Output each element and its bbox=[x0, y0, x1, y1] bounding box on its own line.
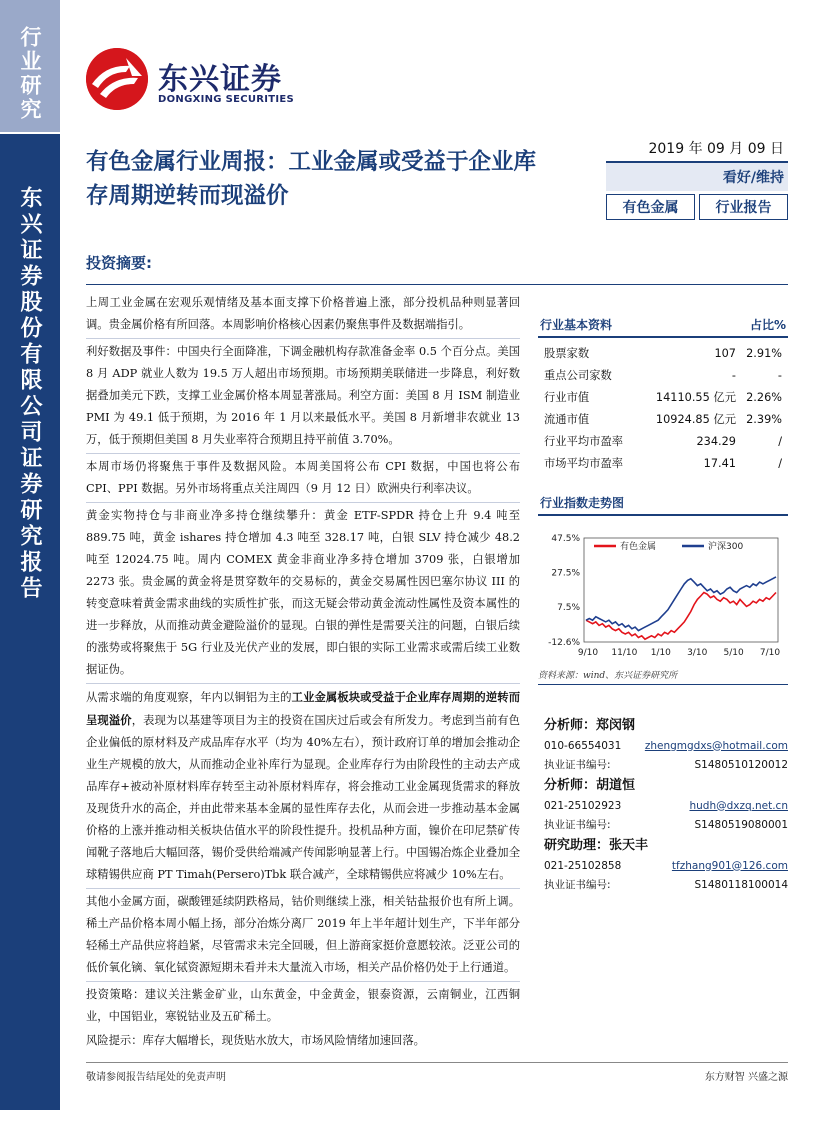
section-divider bbox=[86, 284, 788, 285]
info-value: 17.41 bbox=[703, 456, 736, 470]
logo-chinese-name: 东兴证券 bbox=[158, 62, 282, 97]
footer-disclaimer: 敬请参阅报告结尾处的免责声明 bbox=[86, 1072, 226, 1083]
info-row bbox=[538, 452, 788, 474]
info-value: 14110.55 亿元 bbox=[655, 391, 736, 404]
section-heading: 投资摘要: bbox=[86, 254, 152, 272]
company-logo bbox=[86, 48, 316, 110]
info-row bbox=[538, 408, 788, 430]
info-value: 234.29 bbox=[696, 434, 736, 448]
body-paragraph: 上周工业金属在宏观乐观情绪及基本面支撑下价格普遍上涨，部分投机品种则显著回调。贵金属价格有所回落。本周影响价格核心因素仍聚焦事件及数据端指引。 bbox=[86, 296, 520, 331]
info-value: 10924.85 亿元 bbox=[655, 413, 736, 426]
info-key: 股票家数 bbox=[544, 347, 590, 360]
report-rating: 看好/维持 bbox=[606, 163, 788, 191]
analyst-cert-label: 执业证书编号: bbox=[544, 819, 611, 831]
analyst-block bbox=[544, 774, 788, 834]
analyst-phone: 021-25102858 bbox=[544, 859, 622, 872]
analyst-cert: S1480519080001 bbox=[694, 818, 788, 831]
x-tick-label: 7/10 bbox=[759, 648, 781, 658]
info-pct: 2.26% bbox=[746, 390, 782, 404]
industry-basic-info bbox=[538, 316, 788, 474]
logo-mark-icon bbox=[86, 48, 148, 110]
y-tick-label: 47.5% bbox=[551, 534, 580, 544]
demand-text-highlight: 工业金属板块或受益于企业库存周期的逆转而呈现溢价 bbox=[86, 690, 520, 727]
category-tag: 有色金属 bbox=[606, 194, 695, 220]
side-category-band bbox=[0, 0, 60, 132]
analyst-name: 分析师：胡道恒 bbox=[544, 778, 636, 793]
info-key: 重点公司家数 bbox=[544, 369, 612, 382]
basic-info-title: 行业基本资料 bbox=[540, 318, 613, 332]
category-tag: 行业报告 bbox=[699, 194, 788, 220]
y-tick-label: -12.6% bbox=[548, 638, 580, 648]
analyst-email-link[interactable]: tfzhang901@126.com bbox=[671, 859, 788, 872]
footer-slogan: 东方财智 兴盛之源 bbox=[704, 1072, 788, 1083]
info-key: 行业市值 bbox=[544, 391, 590, 404]
basic-info-header bbox=[538, 316, 788, 338]
analyst-email-link[interactable]: hudh@dxzq.net.cn bbox=[689, 799, 788, 812]
y-tick-label: 27.5% bbox=[551, 568, 580, 579]
x-tick-label: 1/10 bbox=[650, 648, 671, 658]
y-tick-label: 7.5% bbox=[557, 603, 580, 614]
info-pct: / bbox=[778, 434, 782, 448]
info-pct: 2.91% bbox=[746, 346, 782, 360]
series-line-nonferrous bbox=[586, 593, 776, 640]
body-paragraph-demand bbox=[86, 683, 520, 886]
index-chart-panel bbox=[538, 494, 788, 516]
report-body bbox=[86, 292, 520, 1054]
legend-label: 沪深300 bbox=[708, 542, 744, 552]
series-line-csi300 bbox=[586, 577, 776, 631]
analyst-name: 分析师：郑闵钢 bbox=[544, 718, 636, 733]
legend-label: 有色金属 bbox=[620, 542, 657, 552]
analyst-cert: S1480118100014 bbox=[694, 878, 788, 891]
analyst-cert: S1480510120012 bbox=[694, 758, 788, 771]
report-meta bbox=[606, 135, 788, 220]
x-tick-label: 11/10 bbox=[611, 648, 638, 658]
chart-source: 资料来源：wind、东兴证券研究所 bbox=[538, 671, 678, 681]
report-title: 有色金属行业周报：工业金属或受益于企业库存周期逆转而现溢价 bbox=[86, 149, 537, 209]
body-paragraph: 黄金实物持仓与非商业净多持仓继续攀升：黄金 ETF-SPDR 持仓上升 9.4 吨至 889.75 吨，黄金 ishares 持仓增加 4.3 吨至 328.17 吨，白银 SLV 持仓减少 48.2 吨至 12024.75 吨。周内 COMEX 黄金非商业净多持仓增加 3709 张，白银增加 2273 张。贵金属的黄金将是贯穿数年的交易标的，黄金交易属性因巴塞尔协议 III 的转变意味着黄金需求曲线的实质性扩张，而这无疑会带动黄金流动性属性及资本属性的进一步释放，从而推动黄金避险溢价的显现。白银的弹性是需要关注的问题，白银后续的涨势或将聚焦于 5G 行业及光伏产业的发展，即白银的实际工业需求或需后续工业数据证伪。 bbox=[86, 502, 520, 681]
info-row bbox=[538, 386, 788, 408]
basic-info-pct-label: 占比% bbox=[749, 318, 786, 332]
body-paragraph: 利好数据及事件：中国央行全面降准，下调金融机构存款准备金率 0.5 个百分点。美国 8 月 ADP 就业人数为 19.5 万人超出市场预期。市场预期美联储进一步降息，利好数据叠加美元下跌，支撑工业金属价格本周显著涨局。利空方面：美国 8 月 ISM 制造业 PMI 为 49.1 低于预期，为 2016 年 1 月以来最低水平。美国 8 月新增非农就业 13 万，低于预期但美国 8 月失业率符合预期且持平前值 3.70%。 bbox=[86, 338, 520, 451]
info-row bbox=[538, 364, 788, 386]
investment-strategy: 投资策略：建议关注紫金矿业，山东黄金，中金黄金，银泰资源，云南铜业，江西铜业，中国铝业，寒锐钴业及五矿稀土。 bbox=[86, 981, 520, 1028]
body-paragraph: 本周市场仍将聚焦于事件及数据风险。本周美国将公布 CPI 数据，中国也将公布 CPI、PPI 数据。另外市场将重点关注周四（9 月 12 日）欧洲央行利率决议。 bbox=[86, 453, 520, 500]
info-row bbox=[538, 430, 788, 452]
info-row bbox=[538, 342, 788, 364]
analyst-name: 研究助理：张天丰 bbox=[544, 838, 649, 853]
info-pct: - bbox=[777, 368, 782, 382]
analyst-list bbox=[544, 714, 788, 894]
demand-text-rest: ，表现为以基建等项目为主的投资在国庆过后或会有所发力。考虑到当前有色企业偏低的原材料及产成品库存水平（均为 40%左右），预计政府订单的增加会推动企业生产规模的放大，从而推动企业补库行为显现。企业库存行为由阶段性的主动去产成品库存+被动补原材料库存转至主动补原材料库存，将会推动工业金属现货需求的释放及现货升水的高企，并由此带来基本金属的显性库存去化，从而会进一步推动基本金属价格的上涨并推动相关板块估值水平的阶段性提升。投机品种方面，镍价在印尼禁矿传闻靴子落地后大幅回落，锡价受供给端减产传闻影响显著上行。中国锡冶炼企业叠加全球精锡供应商 PT Timah(Persero)Tbk 联合减产，全球精锡供应将减少 10%左右。 bbox=[86, 714, 520, 881]
x-tick-label: 9/10 bbox=[577, 648, 599, 658]
analyst-block bbox=[544, 834, 788, 894]
report-categories bbox=[606, 194, 788, 220]
analyst-cert-label: 执业证书编号: bbox=[544, 759, 611, 771]
info-pct: 2.39% bbox=[746, 412, 782, 426]
footer-divider bbox=[86, 1062, 788, 1063]
report-date: 2019 年 09 月 09 日 bbox=[606, 135, 788, 163]
info-key: 市场平均市盈率 bbox=[544, 457, 624, 470]
info-key: 行业平均市盈率 bbox=[544, 435, 624, 448]
x-tick-label: 5/10 bbox=[723, 648, 744, 658]
demand-text-lead: 从需求端的角度观察，年内以铜铝为主的 bbox=[86, 691, 292, 704]
analyst-phone: 021-25102923 bbox=[544, 799, 622, 812]
info-pct: / bbox=[778, 456, 782, 470]
basic-info-table bbox=[538, 338, 788, 474]
chart-source-divider bbox=[538, 684, 788, 685]
index-trend-chart bbox=[538, 518, 788, 678]
analyst-block bbox=[544, 714, 788, 774]
side-company-band bbox=[0, 134, 60, 1110]
chart-panel-header bbox=[538, 494, 788, 516]
risk-warning: 风险提示：库存大幅增长，现货贴水放大，市场风险情绪加速回落。 bbox=[86, 1034, 425, 1047]
logo-english-name: DONGXING SECURITIES bbox=[158, 94, 295, 105]
analyst-phone: 010-66554031 bbox=[544, 739, 622, 752]
body-paragraph: 其他小金属方面，碳酸锂延续阴跌格局，钴价则继续上涨，相关钴盐报价也有所上调。稀土产品价格本周小幅上扬，部分冶炼分离厂 2019 年上半年超计划生产，下半年部分轻稀土产品供应将趋紧，尽管需求未完全回暖，但上游商家挺价意愿较浓。泛亚公司的低价氧化镝、氧化铽资源短期未看并未大量流入市场，相关产品价格仍处于上行通道。 bbox=[86, 888, 520, 979]
x-tick-label: 3/10 bbox=[687, 648, 708, 658]
analyst-email-link[interactable]: zhengmgdxs@hotmail.com bbox=[644, 739, 788, 752]
side-company-label: 东兴证券股份有限公司证券研究报告 bbox=[17, 186, 43, 602]
side-category-label: 行业研究 bbox=[18, 26, 43, 122]
info-key: 流通市值 bbox=[544, 413, 590, 426]
chart-panel-title: 行业指数走势图 bbox=[540, 496, 625, 510]
info-value: 107 bbox=[714, 346, 736, 360]
info-value: - bbox=[731, 368, 736, 382]
analyst-cert-label: 执业证书编号: bbox=[544, 879, 611, 891]
